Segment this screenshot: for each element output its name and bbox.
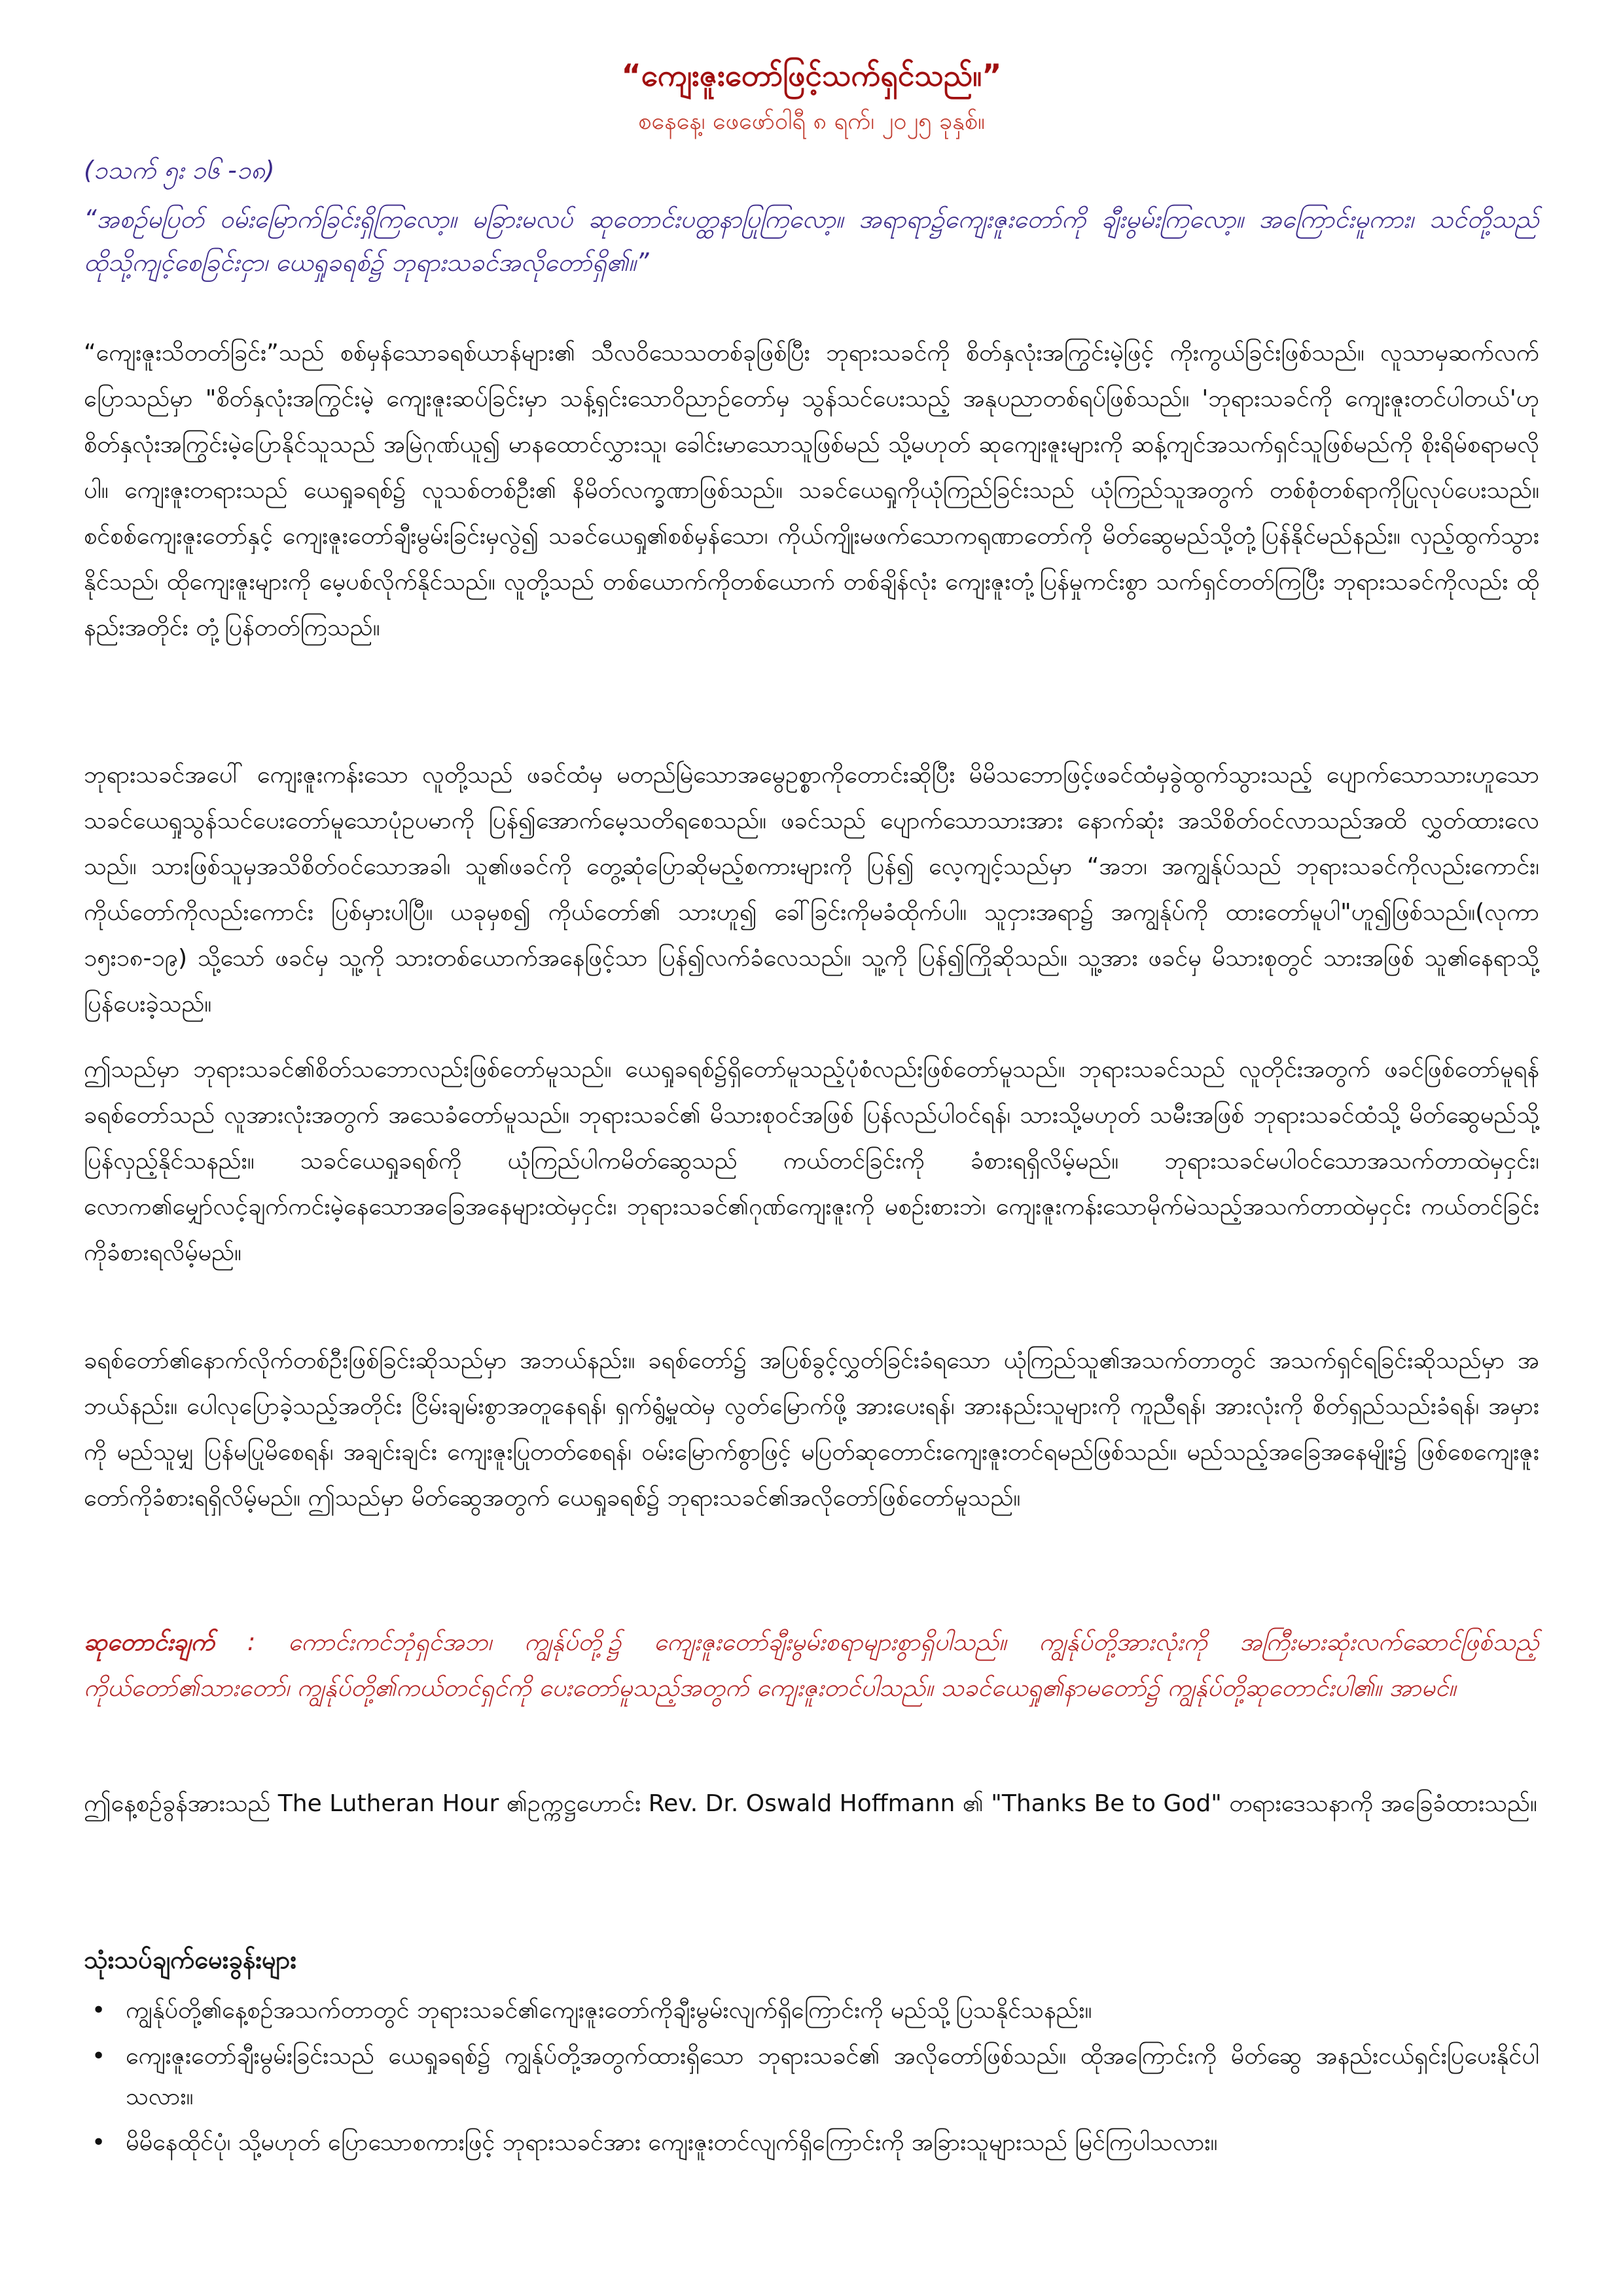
source-credit: ဤနေ့စဉ်ခွန်အားသည် The Lutheran Hour ၏ဥက္ကဋ္ဌဟောင်း Rev. Dr. Oswald Hoffmann ၏ "Thanks Be to God" တရားဒေသနာကို အခြေခံထားသည်။ — [84, 1790, 1537, 1817]
questions-list — [84, 1990, 1539, 2168]
verse-reference: (၁သက် ၅း ၁၆ -၁၈) — [84, 156, 275, 185]
list-item — [84, 2123, 1539, 2163]
question-text: မိမိနေထိုင်ပုံ၊ သို့မဟုတ် ပြောသောစကားဖြင့် ဘုရားသခင်အား ကျေးဇူးတင်လျက်ရှိကြောင်းကို အခြားသူများသည် မြင်ကြပါသလား။ — [126, 2129, 1218, 2156]
list-item — [84, 2036, 1539, 2117]
body-paragraph-3: ဤသည်မှာ ဘုရားသခင်၏စိတ်သဘောလည်းဖြစ်တော်မူသည်။ ယေရှုခရစ်၌ရှိတော်မူသည့်ပုံစံလည်းဖြစ်တော်မူသည်။ ဘုရားသခင်သည် လူတိုင်းအတွက် ဖခင်ဖြစ်တော်မူရန် ခရစ်တော်သည် လူအားလုံးအတွက် အသေခံတော်မူသည်။ ဘုရားသခင်၏ မိသားစုဝင်အဖြစ် ပြန်လည်ပါဝင်ရန်၊ သားသို့မဟုတ် သမီးအဖြစ် ဘုရားသခင်ထံသို့ မိတ်ဆွေမည်သို့ပြန်လှည့်နိုင်သနည်း။ သခင်ယေရှုခရစ်ကို ယုံကြည်ပါကမိတ်ဆွေသည် ကယ်တင်ခြင်းကို ခံစားရရှိလိမ့်မည်။ ဘုရားသခင်မပါဝင်သောအသက်တာထဲမှငှင်း၊ လောက၏မျှော်လင့်ချက်ကင်းမဲ့နေသောအခြေအနေများထဲမှငှင်း၊ ဘုရားသခင်၏ဂုဏ်ကျေးဇူးကို မစဉ်းစားဘဲ၊ ကျေးဇူးကန်းသောမိုက်မဲသည့်အသက်တာထဲမှငှင်း ကယ်တင်ခြင်းကိုခံစားရလိမ့်မည်။ — [84, 1056, 1539, 1266]
question-text: ကျေးဇူးတော်ချီးမွမ်းခြင်းသည် ယေရှုခရစ်၌ ကျွန်ုပ်တို့အတွက်ထားရှိသော ဘုရားသခင်၏ အလိုတော်ဖြစ်သည်။ ထိုအကြောင်းကို မိတ်ဆွေ အနည်းငယ်ရှင်းပြပေးနိုင်ပါသလား။ — [126, 2043, 1539, 2110]
date-line: စနေနေ့၊ ဖေဖော်ဝါရီ ၈ ရက်၊ ၂၀၂၅ ခုနှစ်။ — [638, 108, 985, 135]
bullet-icon: • — [92, 2043, 106, 2070]
prayer-label: ဆုတောင်းချက် — [84, 1628, 215, 1656]
page-title: “ကျေးဇူးတော်ဖြင့်သက်ရှင်သည်။” — [621, 58, 1002, 93]
list-item — [84, 1990, 1539, 2031]
questions-heading: သုံးသပ်ချက်မေးခွန်းများ — [84, 1945, 297, 1974]
body-paragraph-2: ဘုရားသခင်အပေါ် ကျေးဇူးကန်းသော လူတို့သည် ဖခင်ထံမှ မတည်မြဲသောအမွေဥစ္စာကိုတောင်းဆိုပြီး မိမိသဘောဖြင့်ဖခင်ထံမှခွဲထွက်သွားသည့် ပျောက်သောသားဟူသော သခင်ယေရှုသွန်သင်ပေးတော်မူသောပုံဥပမာကို ပြန်၍အောက်မေ့သတိရစေသည်။ ဖခင်သည် ပျောက်သောသားအား နောက်ဆုံး အသိစိတ်ဝင်လာသည်အထိ လွှတ်ထားလေသည်။ သားဖြစ်သူမှအသိစိတ်ဝင်သောအခါ၊ သူ၏ဖခင်ကို တွေ့ဆုံပြောဆိုမည့်စကားများကို ပြန်၍ လေ့ကျင့်သည်မှာ “အဘ၊ အကျွန်ုပ်သည် ဘုရားသခင်ကိုလည်းကောင်း၊ ကိုယ်တော်ကိုလည်းကောင်း ပြစ်မှားပါပြီ။ ယခုမှစ၍ ကိုယ်တော်၏ သားဟူ၍ ခေါ်ခြင်းကိုမခံထိုက်ပါ။ သူငှားအရာ၌ အကျွန်ုပ်ကို ထားတော်မူပါ"ဟူ၍ဖြစ်သည်။(လုကာ ၁၅း၁၈-၁၉) သို့သော် ဖခင်မှ သူ့ကို သားတစ်ယောက်အနေဖြင့်သာ ပြန်၍လက်ခံလေသည်။ သူ့ကို ပြန်၍ကြိုဆိုသည်။ သူ့အား ဖခင်မှ မိသားစုတွင် သားအဖြစ် သူ၏နေရာသို့ပြန်ပေးခဲ့သည်။ — [84, 762, 1539, 1017]
bullet-icon: • — [92, 2129, 106, 2156]
body-paragraph-1: “ကျေးဇူးသိတတ်ခြင်း”သည် စစ်မှန်သောခရစ်ယာန်များ၏ သီလဝိသေသတစ်ခုဖြစ်ပြီး ဘုရားသခင်ကို စိတ်နှလုံးအကြွင်းမဲ့ဖြင့် ကိုးကွယ်ခြင်းဖြစ်သည်။ လူသာမှဆက်လက်ပြောသည်မှာ "စိတ်နှလုံးအကြွင်းမဲ့ ကျေးဇူးဆပ်ခြင်းမှာ သန့်ရှင်းသောဝိညာဉ်တော်မှ သွန်သင်ပေးသည့် အနုပညာတစ်ရပ်ဖြစ်သည်။ 'ဘုရားသခင်ကို ကျေးဇူးတင်ပါတယ်'ဟု စိတ်နှလုံးအကြွင်းမဲ့ပြောနိုင်သူသည် အမြဲဂုဏ်ယူ၍ မာနထောင်လွှားသူ၊ ခေါင်းမာသောသူဖြစ်မည် သို့မဟုတ် ဆုကျေးဇူးများကို ဆန့်ကျင်အသက်ရှင်သူဖြစ်မည်ကို စိုးရိမ်စရာမလိုပါ။ ကျေးဇူးတရားသည် ယေရှုခရစ်၌ လူသစ်တစ်ဦး၏ နိမိတ်လက္ခဏာဖြစ်သည်။ သခင်ယေရှုကိုယုံကြည်ခြင်းသည် ယုံကြည်သူအတွက် တစ်စုံတစ်ရာကိုပြုလုပ်ပေးသည်။ စင်စစ်ကျေးဇူးတော်နှင့် ကျေးဇူးတော်ချီးမွမ်းခြင်းမှလွဲ၍ သခင်ယေရှု၏စစ်မှန်သော၊ ကိုယ်ကျိုးမဖက်သောကရုဏာတော်ကို မိတ်ဆွေမည်သို့တုံ့ပြန်နိုင်မည်နည်း။ လှည့်ထွက်သွားနိုင်သည်၊ ထိုကျေးဇူးများကို မေ့ပစ်လိုက်နိုင်သည်။ လူတို့သည် တစ်ယောက်ကိုတစ်ယောက် တစ်ချိန်လုံး ကျေးဇူးတုံ့ပြန်မှုကင်းစွာ သက်ရှင်တတ်ကြပြီး ဘုရားသခင်ကိုလည်း ထိုနည်းအတိုင်း တုံ့ပြန်တတ်ကြသည်။ — [84, 340, 1539, 641]
bullet-icon: • — [92, 1997, 106, 2024]
prayer-section — [84, 1619, 1539, 1711]
verse-text: “အစဉ်မပြတ် ဝမ်းမြောက်ခြင်းရှိကြလော့။ မခြားမလပ် ဆုတောင်းပတ္ထနာပြုကြလော့။ အရာရာ၌ကျေးဇူးတော်ကို ချီးမွမ်းကြလော့။ အကြောင်းမူကား၊ သင်တို့သည် ထိုသို့ကျင့်စေခြင်းငှာ၊ ယေရှုခရစ်၌ ဘုရားသခင်အလိုတော်ရှိ၏။” — [84, 205, 1539, 277]
prayer-text: : ကောင်းကင်ဘုံရှင်အဘ၊ ကျွန်ုပ်တို့၌ ကျေးဇူးတော်ချီးမွမ်းစရာများစွာရှိပါသည်။ ကျွန်ုပ်တို့အားလုံးကို အကြီးမားဆုံးလက်ဆောင်ဖြစ်သည့်ကိုယ်တော်၏သားတော်၊ ကျွန်ုပ်တို့၏ကယ်တင်ရှင်ကို ပေးတော်မူသည့်အတွက် ကျေးဇူးတင်ပါသည်။ သခင်ယေရှု၏နာမတော်၌ ကျွန်ုပ်တို့ဆုတောင်းပါ၏။ အာမင်။ — [84, 1628, 1539, 1702]
question-text: ကျွန်ုပ်တို့၏နေ့စဉ်အသက်တာတွင် ဘုရားသခင်၏ကျေးဇူးတော်ကိုချီးမွမ်းလျက်ရှိကြောင်းကို မည်သို့ပြသနိုင်သနည်း။ — [126, 1997, 1092, 2024]
body-paragraph-4: ခရစ်တော်၏နောက်လိုက်တစ်ဦးဖြစ်ခြင်းဆိုသည်မှာ အဘယ်နည်း။ ခရစ်တော်၌ အပြစ်ခွင့်လွှတ်ခြင်းခံရသော ယုံကြည်သူ၏အသက်တာတွင် အသက်ရှင်ရခြင်းဆိုသည်မှာ အဘယ်နည်း။ ပေါလုပြောခဲ့သည့်အတိုင်း ငြိမ်းချမ်းစွာအတူနေရန်၊ ရှက်ရွံ့မှုထဲမှ လွတ်မြောက်ဖို့ အားပေးရန်၊ အားနည်းသူများကို ကူညီရန်၊ အားလုံးကို စိတ်ရှည်သည်းခံရန်၊ အမှားကို မည်သူမျှ ပြန်မပြုမိစေရန်၊ အချင်းချင်း ကျေးဇူးပြုတတ်စေရန်၊ ဝမ်းမြောက်စွာဖြင့် မပြတ်ဆုတောင်းကျေးဇူးတင်ရမည်ဖြစ်သည်။ မည်သည့်အခြေအနေမျိုး၌ ဖြစ်စေကျေးဇူးတော်ကိုခံစားရရှိလိမ့်မည်။ ဤသည်မှာ မိတ်ဆွေအတွက် ယေရှုခရစ်၌ ဘုရားသခင်၏အလိုတော်ဖြစ်တော်မူသည်။ — [84, 1347, 1539, 1511]
